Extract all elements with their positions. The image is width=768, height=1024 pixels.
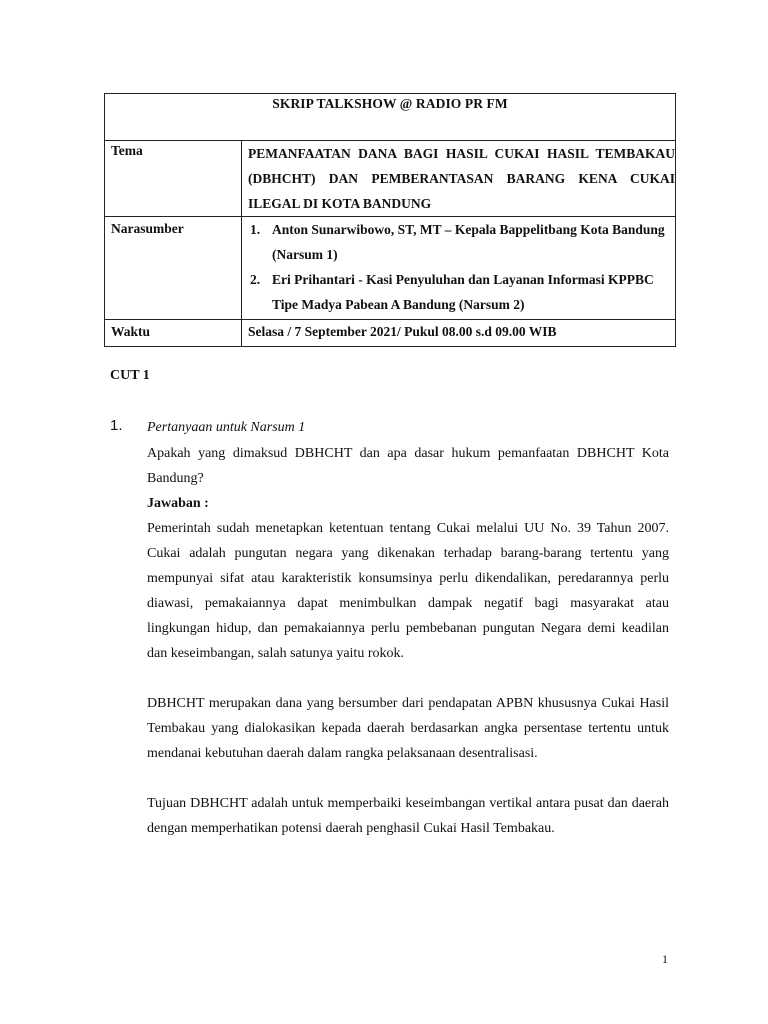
- title-row: [105, 94, 676, 141]
- narasumber-list: [248, 217, 675, 317]
- waktu-row: [105, 320, 676, 347]
- waktu-value: Selasa / 7 September 2021/ Pukul 08.00 s.d 09.00 WIB: [242, 320, 676, 347]
- narasumber-value: [242, 217, 676, 320]
- cut-heading: CUT 1: [110, 368, 150, 383]
- narasumber-row: [105, 217, 676, 320]
- narasumber-item-text: Anton Sunarwibowo, ST, MT – Kepala Bappelitbang Kota Bandung (Narsum 1): [272, 222, 665, 262]
- question-text: Apakah yang dimaksud DBHCHT dan apa dasar hukum pemanfaatan DBHCHT Kota Bandung?: [147, 446, 669, 486]
- answer-paragraph: DBHCHT merupakan dana yang bersumber dari pendapatan APBN khususnya Cukai Hasil Tembakau yang dialokasikan kepada daerah berdasarkan angka persentase tertentu untuk mendanai kebutuhan daerah dalam rangka pelaksanaan desentralisasi.: [147, 696, 669, 761]
- answer-paragraph: Tujuan DBHCHT adalah untuk memperbaiki keseimbangan vertikal antara pusat dan daerah dengan memperhatikan potensi daerah penghasil Cukai Hasil Tembakau.: [147, 796, 669, 836]
- tema-label: Tema: [105, 141, 242, 217]
- script-info-table: [104, 93, 676, 347]
- question-number: 1.: [110, 417, 123, 434]
- question-label: Pertanyaan untuk Narsum 1: [147, 420, 306, 435]
- narasumber-item-number: 1.: [250, 222, 261, 237]
- script-title: SKRIP TALKSHOW @ RADIO PR FM: [105, 94, 676, 141]
- narasumber-item: [248, 267, 675, 317]
- answer-label: Jawaban :: [147, 496, 209, 511]
- narasumber-item: [248, 217, 675, 267]
- tema-row: [105, 141, 676, 217]
- tema-value: PEMANFAATAN DANA BAGI HASIL CUKAI HASIL TEMBAKAU (DBHCHT) DAN PEMBERANTASAN BARANG KENA CUKAI ILEGAL DI KOTA BANDUNG: [242, 141, 676, 217]
- page-number: 1: [662, 952, 668, 966]
- narasumber-label: Narasumber: [105, 217, 242, 320]
- answer-paragraph: Pemerintah sudah menetapkan ketentuan tentang Cukai melalui UU No. 39 Tahun 2007. Cukai adalah pungutan negara yang dikenakan terhadap barang-barang tertentu yang mempunyai sifat atau karakteristik konsumsinya perlu dikendalikan, peredarannya perlu diawasi, pemakaiannya dapat menimbulkan dampak negatif bagi masyarakat atau lingkungan hidup, dan pemakaiannya perlu pembebanan pungutan Negara demi keadilan dan keseimbangan, salah satunya yaitu rokok.: [147, 521, 669, 661]
- waktu-label: Waktu: [105, 320, 242, 347]
- narasumber-item-number: 2.: [250, 272, 261, 287]
- narasumber-item-text: Eri Prihantari - Kasi Penyuluhan dan Layanan Informasi KPPBC Tipe Madya Pabean A Bandung (Narsum 2): [272, 272, 654, 312]
